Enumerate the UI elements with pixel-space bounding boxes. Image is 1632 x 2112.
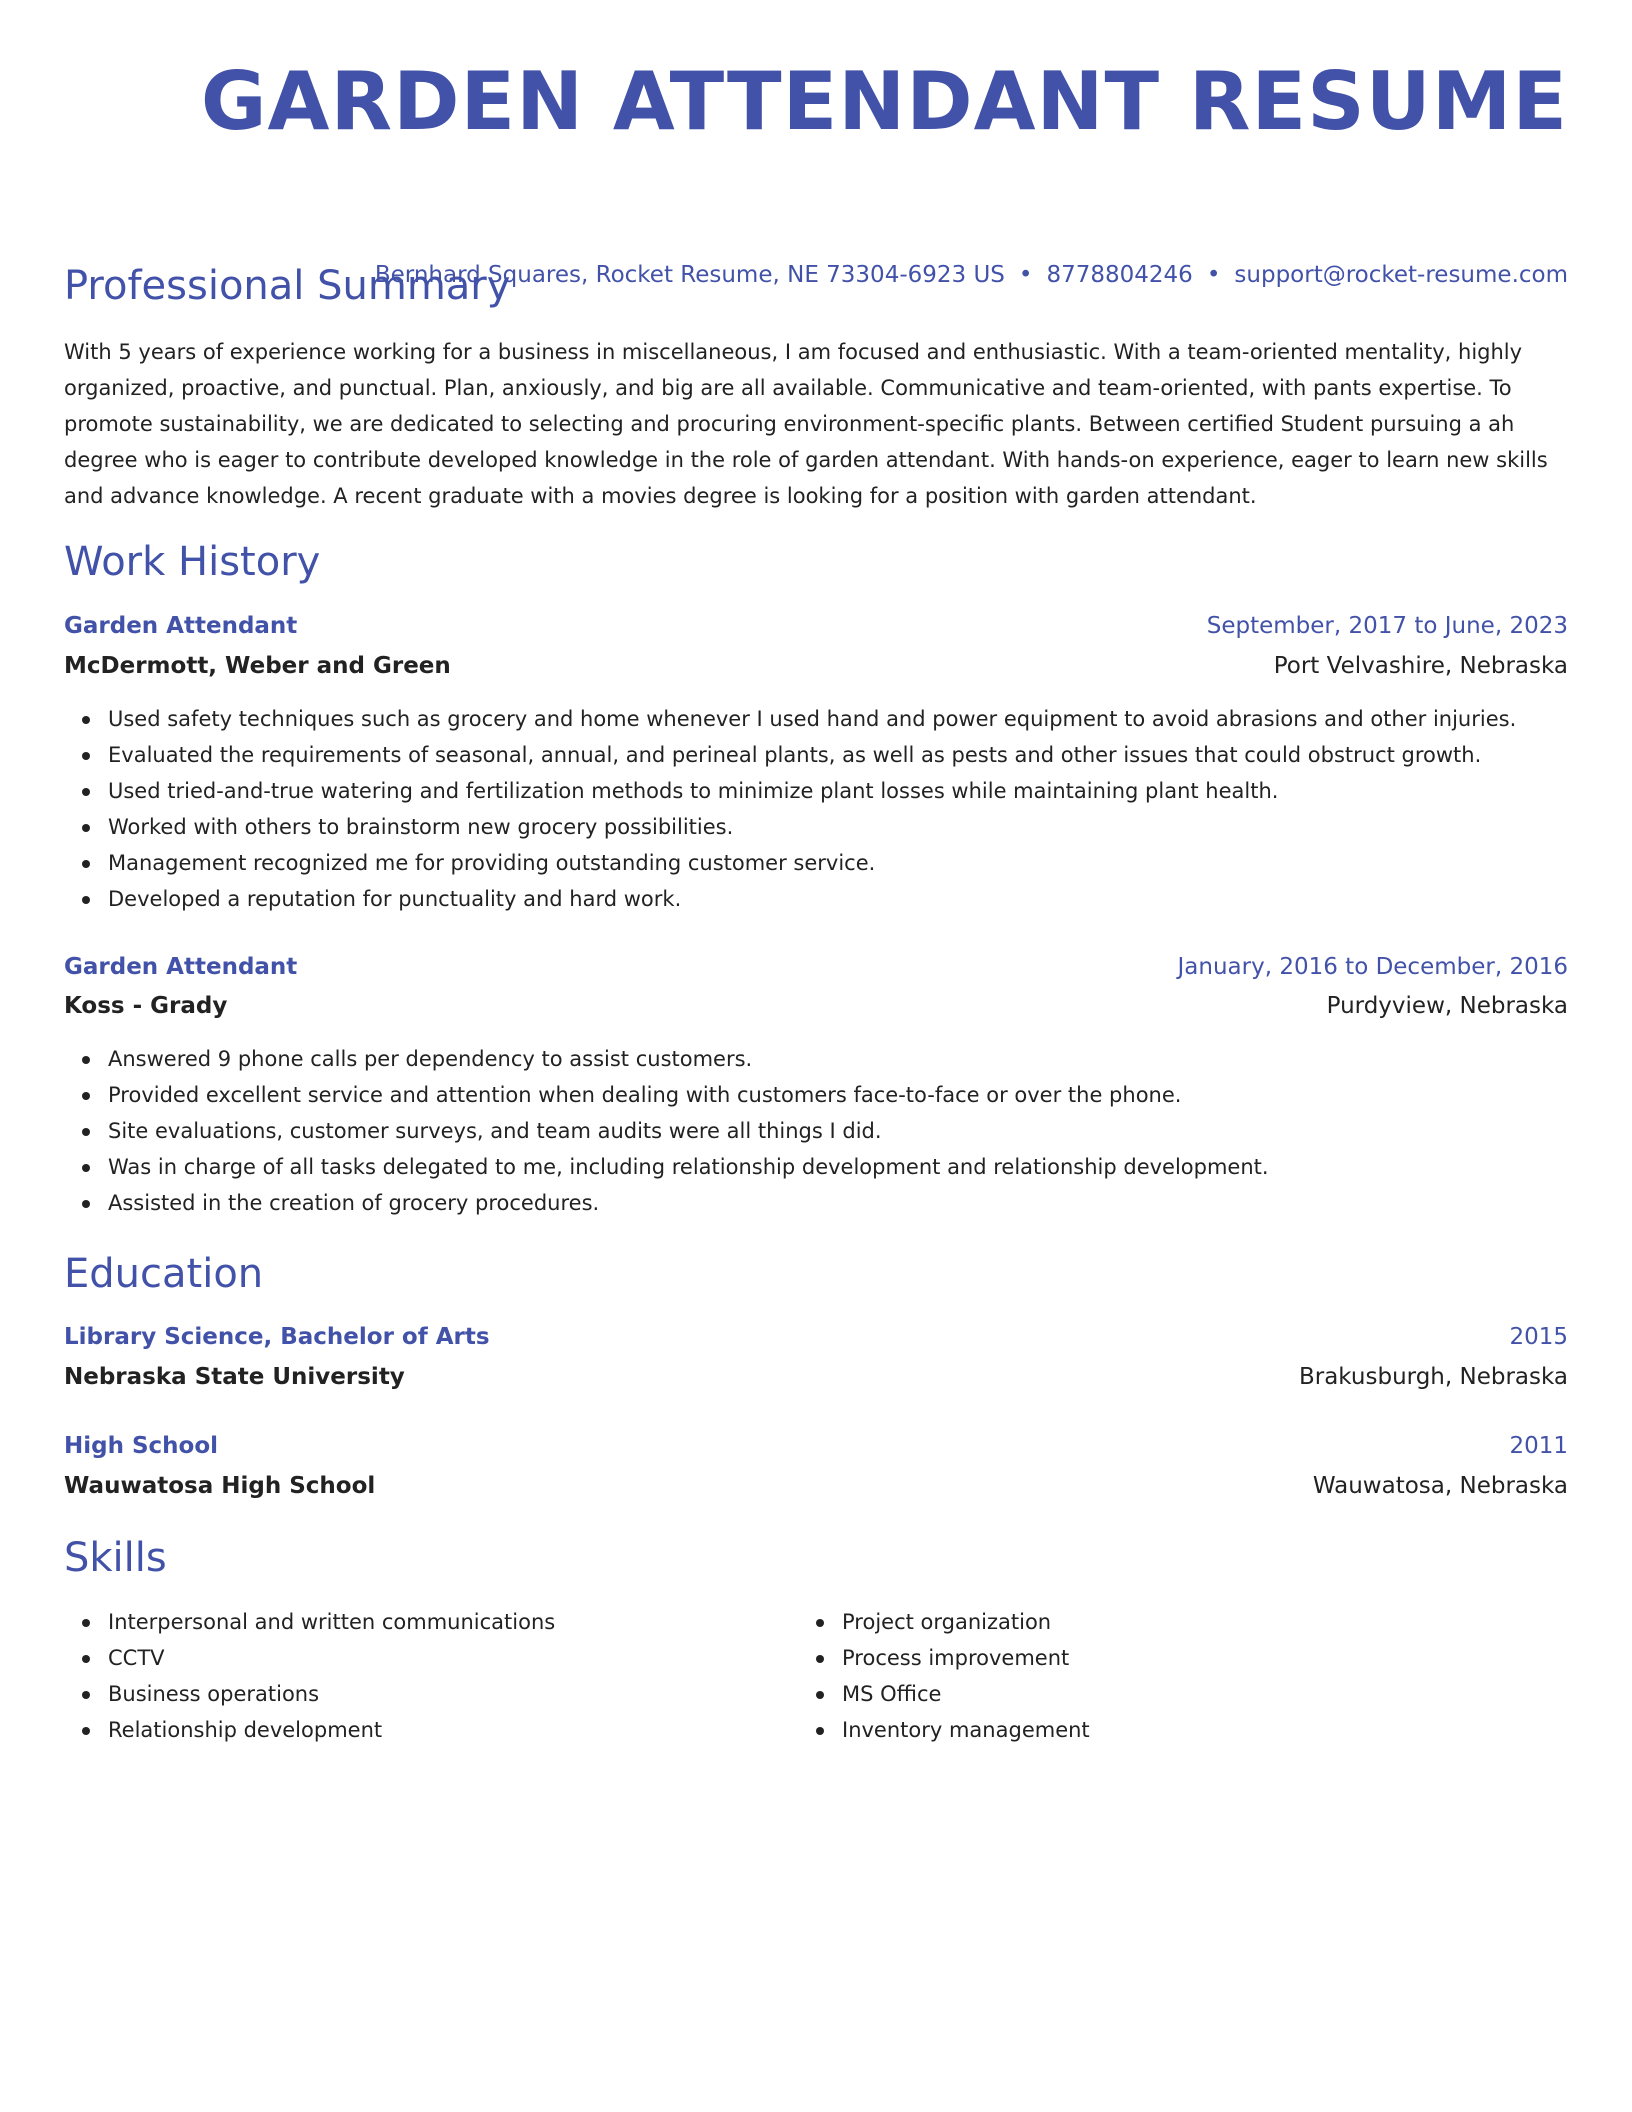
education-org — [64, 1471, 1568, 1501]
contact-separator: • — [1206, 262, 1221, 288]
education-year: 2011 — [1509, 1433, 1568, 1459]
list-item: Management recognized me for providing outstanding customer service. — [108, 845, 1568, 881]
skill-item: Business operations — [108, 1676, 1568, 1712]
list-item: Was in charge of all tasks delegated to me, including relationship development and relationship development. — [108, 1149, 1568, 1185]
education-header — [64, 1322, 1568, 1352]
skill-item: CCTV — [108, 1640, 1568, 1676]
section-title-education: Education — [64, 1251, 264, 1297]
section-title-work-history: Work History — [64, 539, 321, 585]
section-title-summary: Professional Summary — [64, 263, 511, 309]
skills-list-right — [798, 1604, 1632, 1748]
list-item: Site evaluations, customer surveys, and team audits were all things I did. — [108, 1113, 1568, 1149]
list-item: Provided excellent service and attention when dealing with customers face-to-face or over the phone. — [108, 1077, 1568, 1113]
education-header — [64, 1431, 1568, 1461]
job-location: Port Velvashire, Nebraska — [1273, 653, 1568, 679]
job-company: McDermott, Weber and Green — [64, 653, 451, 679]
skill-item: Project organization — [842, 1604, 1632, 1640]
skill-item: Interpersonal and written communications — [108, 1604, 1568, 1640]
job-header — [64, 952, 1568, 982]
job-dates: September, 2017 to June, 2023 — [1206, 613, 1568, 639]
resume-title: GARDEN ATTENDANT RESUME — [200, 55, 1568, 148]
job-location: Purdyview, Nebraska — [1326, 993, 1568, 1019]
skill-item: Inventory management — [842, 1712, 1632, 1748]
list-item: Worked with others to brainstorm new grocery possibilities. — [108, 809, 1568, 845]
job-dates: January, 2016 to December, 2016 — [1177, 954, 1568, 980]
contact-phone: 8778804246 — [1046, 262, 1193, 288]
skill-item: MS Office — [842, 1676, 1632, 1712]
job-role: Garden Attendant — [64, 613, 298, 639]
education-school: Nebraska State University — [64, 1364, 405, 1390]
job-role: Garden Attendant — [64, 954, 298, 980]
job-org — [64, 991, 1568, 1021]
contact-separator: • — [1018, 262, 1033, 288]
section-title-skills: Skills — [64, 1535, 167, 1581]
education-degree: Library Science, Bachelor of Arts — [64, 1324, 490, 1350]
job-bullets — [64, 1041, 1568, 1221]
list-item: Developed a reputation for punctuality and hard work. — [108, 881, 1568, 917]
contact-email: support@rocket-resume.com — [1234, 262, 1568, 288]
contact-line — [375, 260, 1568, 290]
education-org — [64, 1362, 1568, 1392]
job-header — [64, 611, 1568, 641]
education-location: Brakusburgh, Nebraska — [1298, 1364, 1568, 1390]
education-year: 2015 — [1509, 1324, 1568, 1350]
job-bullets — [64, 701, 1568, 917]
list-item: Used safety techniques such as grocery and home whenever I used hand and power equipment to avoid abrasions and other injuries. — [108, 701, 1568, 737]
summary-text: With 5 years of experience working for a business in miscellaneous, I am focused and enthusiastic. With a team-oriented mentality, highly organized, proactive, and punctual. Plan, anxiously, and big are all available. Communicative and team-oriented, with pants expertise. To promote sustainability, we are dedicated to selecting and procuring environment-specific plants. Between certified Student pursuing a ah degree who is eager to contribute developed knowledge in the role of garden attendant. With hands-on experience, eager to learn new skills and advance knowledge. A recent graduate with a movies degree is looking for a position with garden attendant. — [64, 340, 1548, 508]
education-degree: High School — [64, 1433, 219, 1459]
education-school: Wauwatosa High School — [64, 1473, 376, 1499]
list-item: Assisted in the creation of grocery procedures. — [108, 1185, 1568, 1221]
education-location: Wauwatosa, Nebraska — [1312, 1473, 1568, 1499]
list-item: Answered 9 phone calls per dependency to assist customers. — [108, 1041, 1568, 1077]
list-item: Evaluated the requirements of seasonal, annual, and perineal plants, as well as pests and other issues that could obstruct growth. — [108, 737, 1568, 773]
contact-address: Bernhard Squares, Rocket Resume, NE 73304-6923 US — [374, 262, 1005, 288]
list-item: Used tried-and-true watering and fertilization methods to minimize plant losses while maintaining plant health. — [108, 773, 1568, 809]
job-org — [64, 651, 1568, 681]
job-company: Koss - Grady — [64, 993, 228, 1019]
skill-item: Process improvement — [842, 1640, 1632, 1676]
skill-item: Relationship development — [108, 1712, 1568, 1748]
